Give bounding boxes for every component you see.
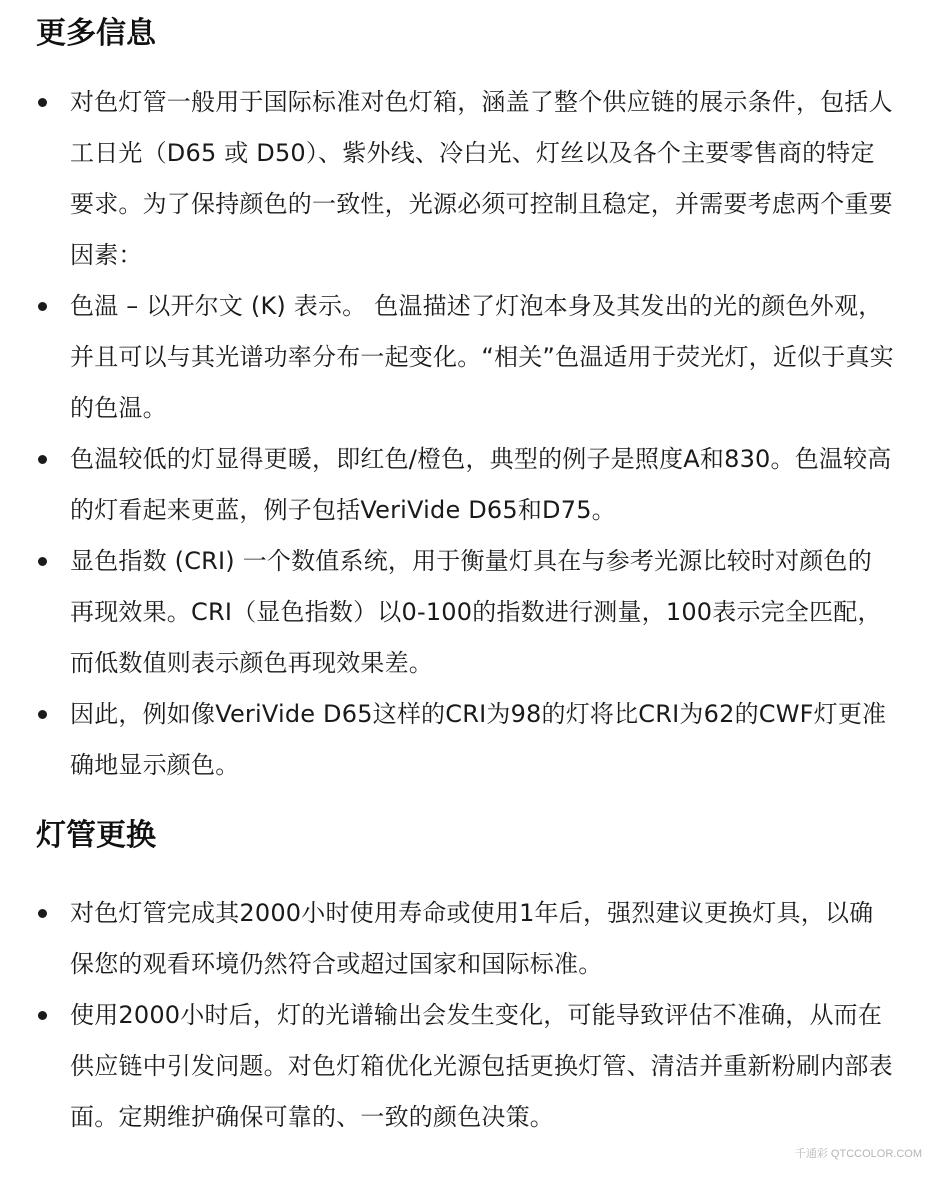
- watermark: 千通彩 QTCCOLOR.COM: [794, 1148, 922, 1160]
- list-item: [36, 77, 896, 281]
- list-item-text: 使用2000小时后，灯的光谱输出会发生变化，可能导致评估不准确，从而在供应链中引发问题。对色灯箱优化光源包括更换灯管、清洁并重新粉刷内部表面。定期维护确保可靠的、一致的颜色决策。: [70, 1001, 893, 1131]
- list-item-text: 对色灯管一般用于国际标准对色灯箱，涵盖了整个供应链的展示条件，包括人工日光（D65 或 D50）、紫外线、冷白光、灯丝以及各个主要零售商的特定要求。为了保持颜色的一致性，光源必须可控制且稳定，并需要考虑两个重要因素：: [70, 88, 893, 269]
- list-item-text: 对色灯管完成其2000小时使用寿命或使用1年后，强烈建议更换灯具，以确保您的观看环境仍然符合或超过国家和国际标准。: [70, 899, 874, 978]
- section-title-more-info: 更多信息: [36, 16, 156, 51]
- bullet-icon: [38, 302, 47, 311]
- list-item: [36, 888, 896, 990]
- list-item: [36, 990, 896, 1143]
- list-item-text: 色温 – 以开尔文 (K) 表示。 色温描述了灯泡本身及其发出的光的颜色外观，并且可以与其光谱功率分布一起变化。“相关”色温适用于荧光灯，近似于真实的色温。: [70, 292, 894, 422]
- list-item: [36, 434, 896, 536]
- bullet-icon: [38, 98, 47, 107]
- list-item-text: 色温较低的灯显得更暖，即红色/橙色，典型的例子是照度A和830。色温较高的灯看起来更蓝，例子包括VeriVide D65和D75。: [70, 445, 892, 524]
- bullet-icon: [38, 557, 47, 566]
- bullet-icon: [38, 710, 47, 719]
- bullet-icon: [38, 455, 47, 464]
- list-item-text: 因此，例如像VeriVide D65这样的CRI为98的灯将比CRI为62的CWF灯更准确地显示颜色。: [70, 700, 887, 779]
- bullet-icon: [38, 1011, 47, 1020]
- section-title-lamp-replacement: 灯管更换: [36, 818, 156, 853]
- more-info-list: [36, 77, 896, 791]
- lamp-replacement-list: [36, 888, 896, 1143]
- bullet-icon: [38, 909, 47, 918]
- list-item: [36, 281, 896, 434]
- list-item: [36, 689, 896, 791]
- list-item-text: 显色指数 (CRI) 一个数值系统，用于衡量灯具在与参考光源比较时对颜色的再现效果。CRI（显色指数）以0-100的指数进行测量，100表示完全匹配，而低数值则表示颜色再现效果差。: [70, 547, 882, 677]
- list-item: [36, 536, 896, 689]
